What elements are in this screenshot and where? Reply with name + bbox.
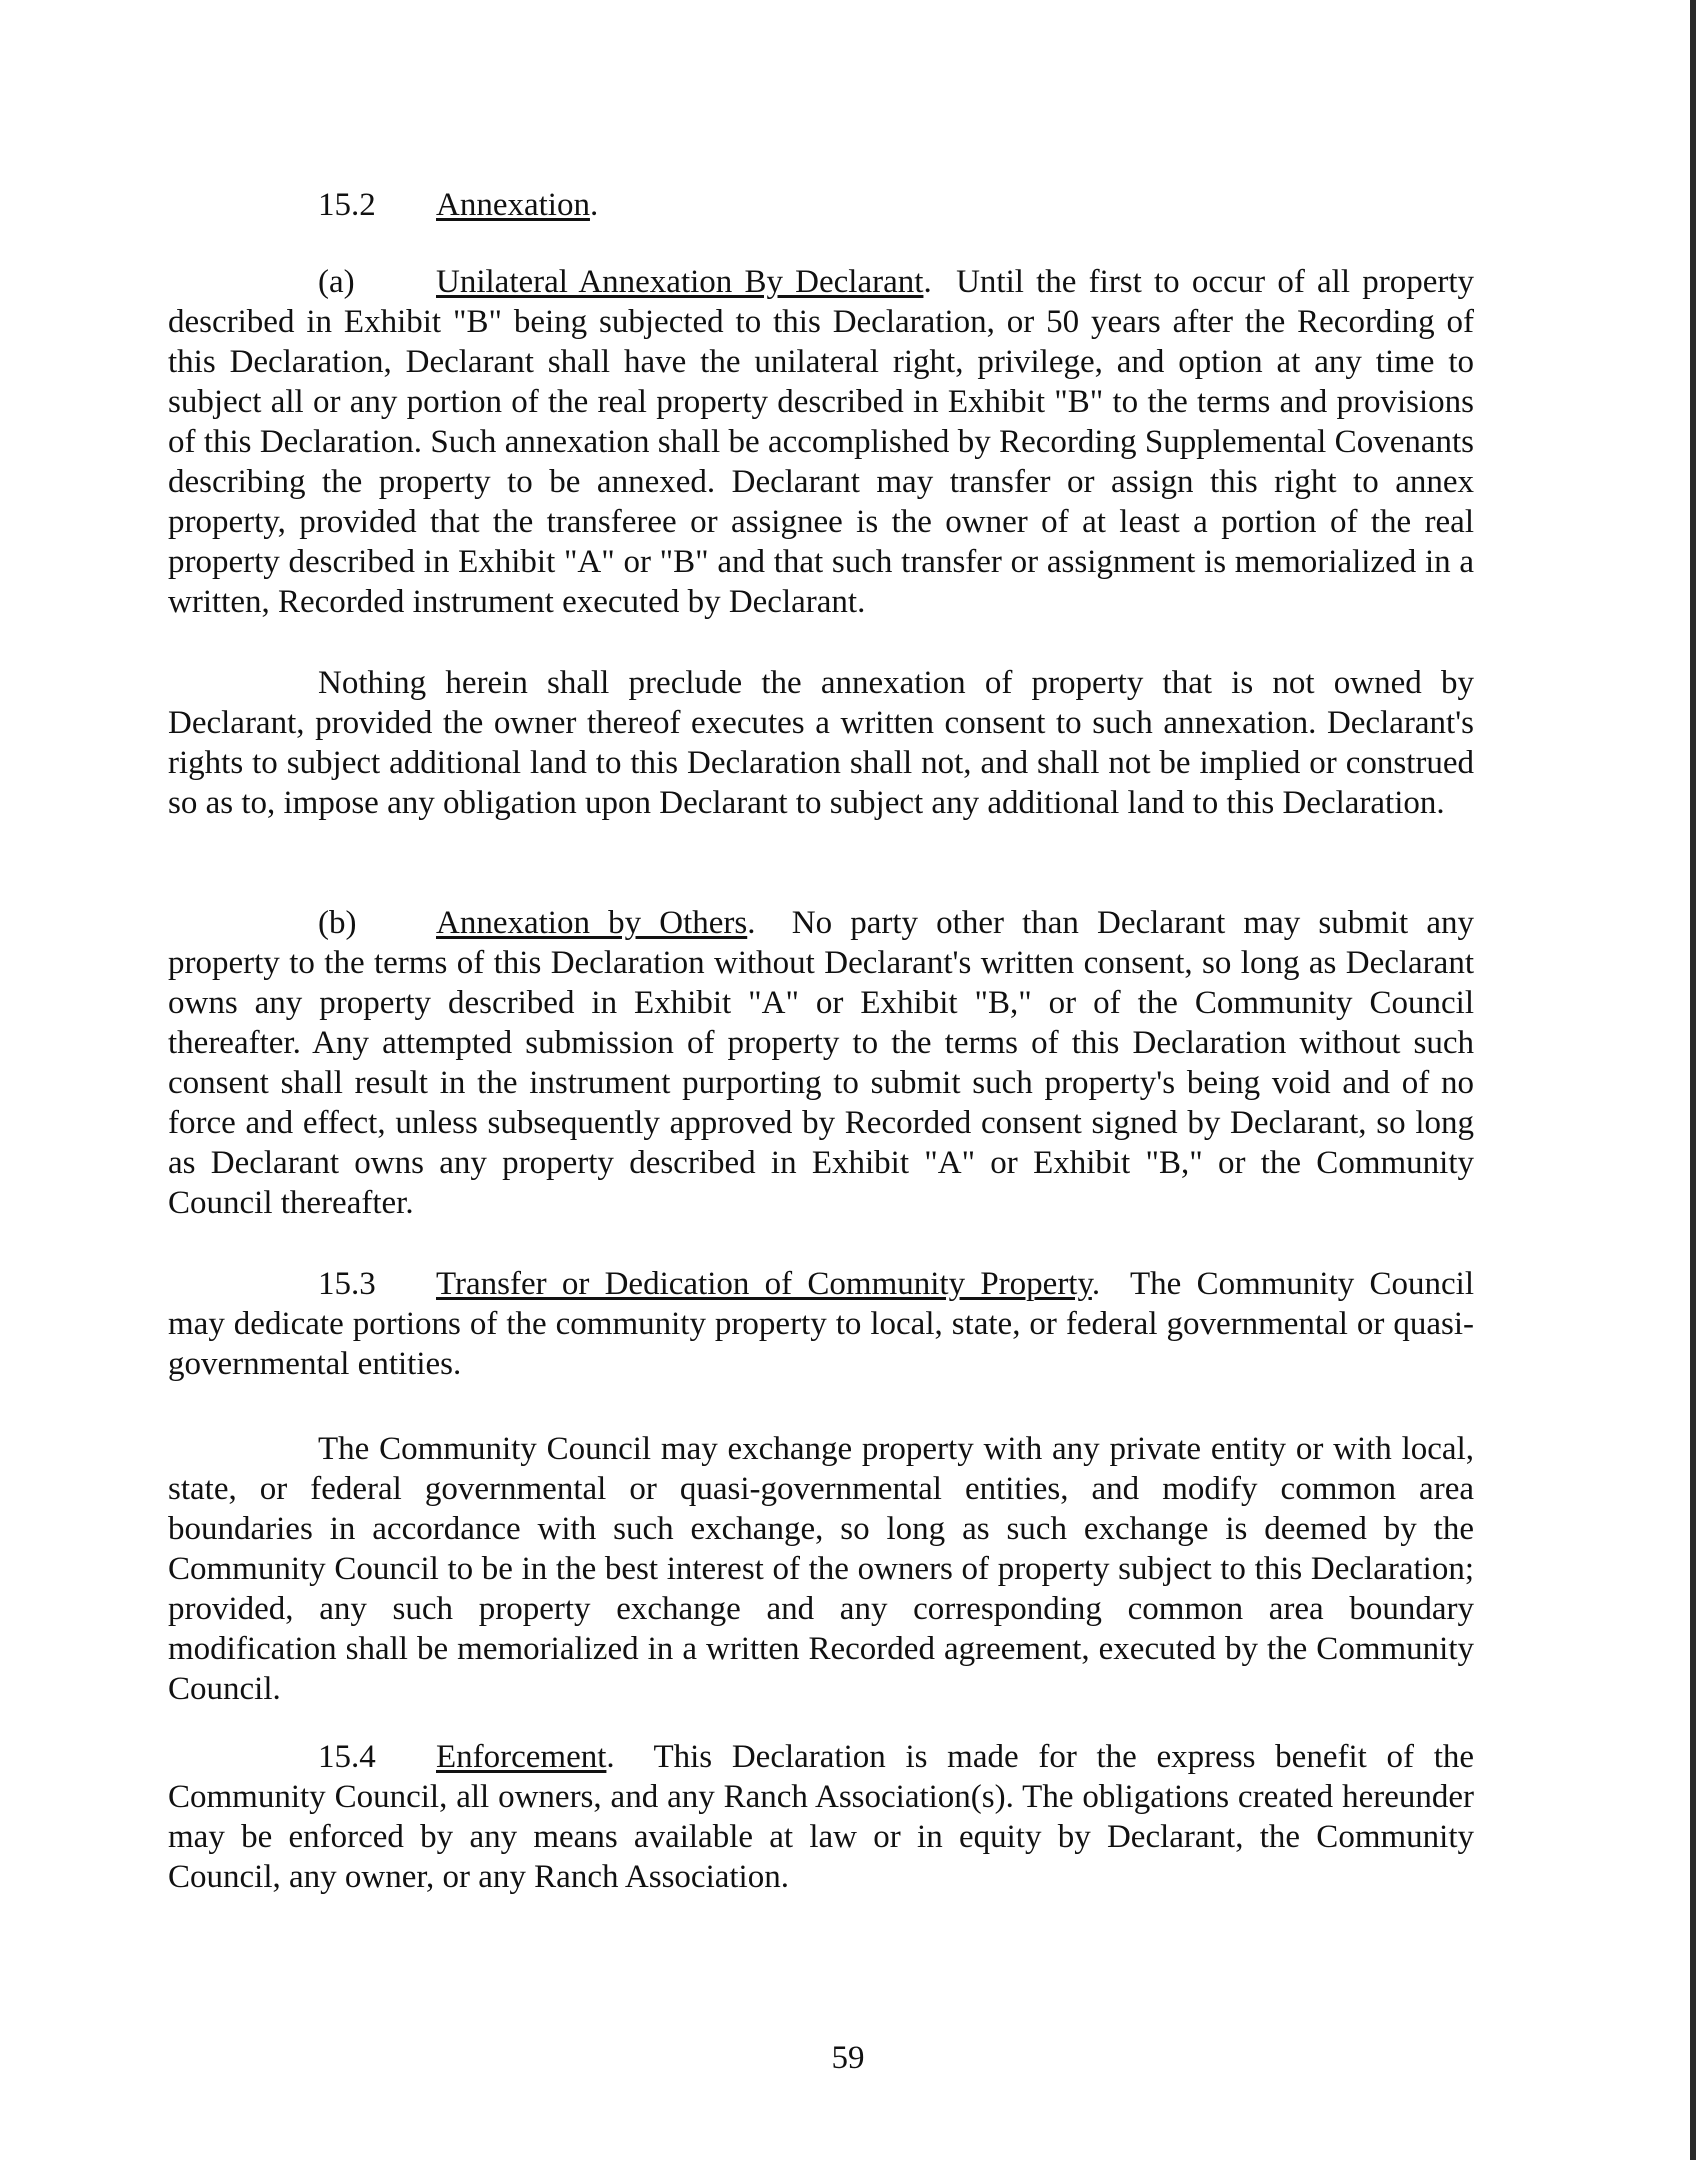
- paragraph-b: [168, 903, 1474, 1223]
- section-heading: Enforcement: [436, 1739, 607, 1775]
- section-title: Annexation: [436, 187, 590, 223]
- section-number: 15.4: [318, 1739, 376, 1775]
- paragraph-nothing-herein: [168, 663, 1474, 823]
- paragraph-heading-period: .: [747, 905, 756, 941]
- paragraph-text: The Community Council may exchange property with any private entity or with local, state, or federal governmental or quasi-governmental entities, and modify common area boundaries in accordance with such exchange, so long as such exchange is deemed by the Community Council to be in the best interest of the owners of property subject to this Declaration; provided, any such property exchange and any corresponding common area boundary modification shall be memorialized in a written Recorded agreement, executed by the Community Council.: [168, 1431, 1474, 1707]
- paragraph-label: (a): [318, 264, 355, 300]
- section-heading-period: .: [606, 1739, 615, 1775]
- paragraph-text: Nothing herein shall preclude the annexation of property that is not owned by Declarant, provided the owner thereof executes a written consent to such annexation. Declarant's rights to subject additional land to this Declaration shall not, and shall not be implied or construed so as to, impose any obligation upon Declarant to subject any additional land to this Declaration.: [168, 665, 1474, 821]
- section-number: 15.3: [318, 1266, 376, 1302]
- section-text: This Declaration is made for the express benefit of the Community Council, all owners, and any Ranch Association(s). The obligations created hereunder may be enforced by any means available at law or in equity by Declarant, the Community Council, any owner, or any Ranch Association.: [168, 1739, 1475, 1895]
- section-15-3: [168, 1264, 1474, 1384]
- paragraph-text: No party other than Declarant may submit any property to the terms of this Declaration without Declarant's written consent, so long as Declarant owns any property described in Exhibit "A" or Exhibit "B," or of the Community Council thereafter. Any attempted submission of property to the terms of this Declaration without such consent shall result in the instrument purporting to submit such property's being void and of no force and effect, unless subsequently approved by Recorded consent signed by Declarant, so long as Declarant owns any property described in Exhibit "A" or Exhibit "B," or the Community Council thereafter.: [168, 905, 1475, 1221]
- paragraph-a: [168, 262, 1474, 622]
- page-number: 59: [831, 2040, 865, 2076]
- section-15-2-heading: [168, 185, 1474, 225]
- paragraph-exchange: [168, 1429, 1474, 1709]
- paragraph-heading: Annexation by Others: [436, 905, 748, 941]
- paragraph-label: (b): [318, 905, 357, 941]
- paragraph-text: Until the first to occur of all property described in Exhibit "B" being subjected to this Declaration, or 50 years after the Recording of this Declaration, Declarant shall have the unilateral right, privilege, and option at any time to subject all or any portion of the real property described in Exhibit "B" to the terms and provisions of this Declaration. Such annexation shall be accomplished by Recording Supplemental Covenants describing the property to be annexed. Declarant may transfer or assign this right to annex property, provided that the transferee or assignee is the owner of at least a portion of the real property described in Exhibit "A" or "B" and that such transfer or assignment is memorialized in a written, Recorded instrument executed by Declarant.: [168, 264, 1475, 620]
- section-heading-period: .: [1091, 1266, 1101, 1302]
- section-number: 15.2: [318, 187, 376, 223]
- paragraph-heading-period: .: [923, 264, 932, 300]
- section-text: The Community Council may dedicate portions of the community property to local, state, or federal governmental or quasi-governmental entities.: [168, 1266, 1475, 1382]
- section-title-period: .: [589, 187, 599, 223]
- section-15-4: [168, 1737, 1474, 1897]
- scan-edge-shadow: [1690, 0, 1696, 2160]
- paragraph-heading: Unilateral Annexation By Declarant: [436, 264, 924, 300]
- section-heading: Transfer or Dedication of Community Property: [436, 1266, 1092, 1302]
